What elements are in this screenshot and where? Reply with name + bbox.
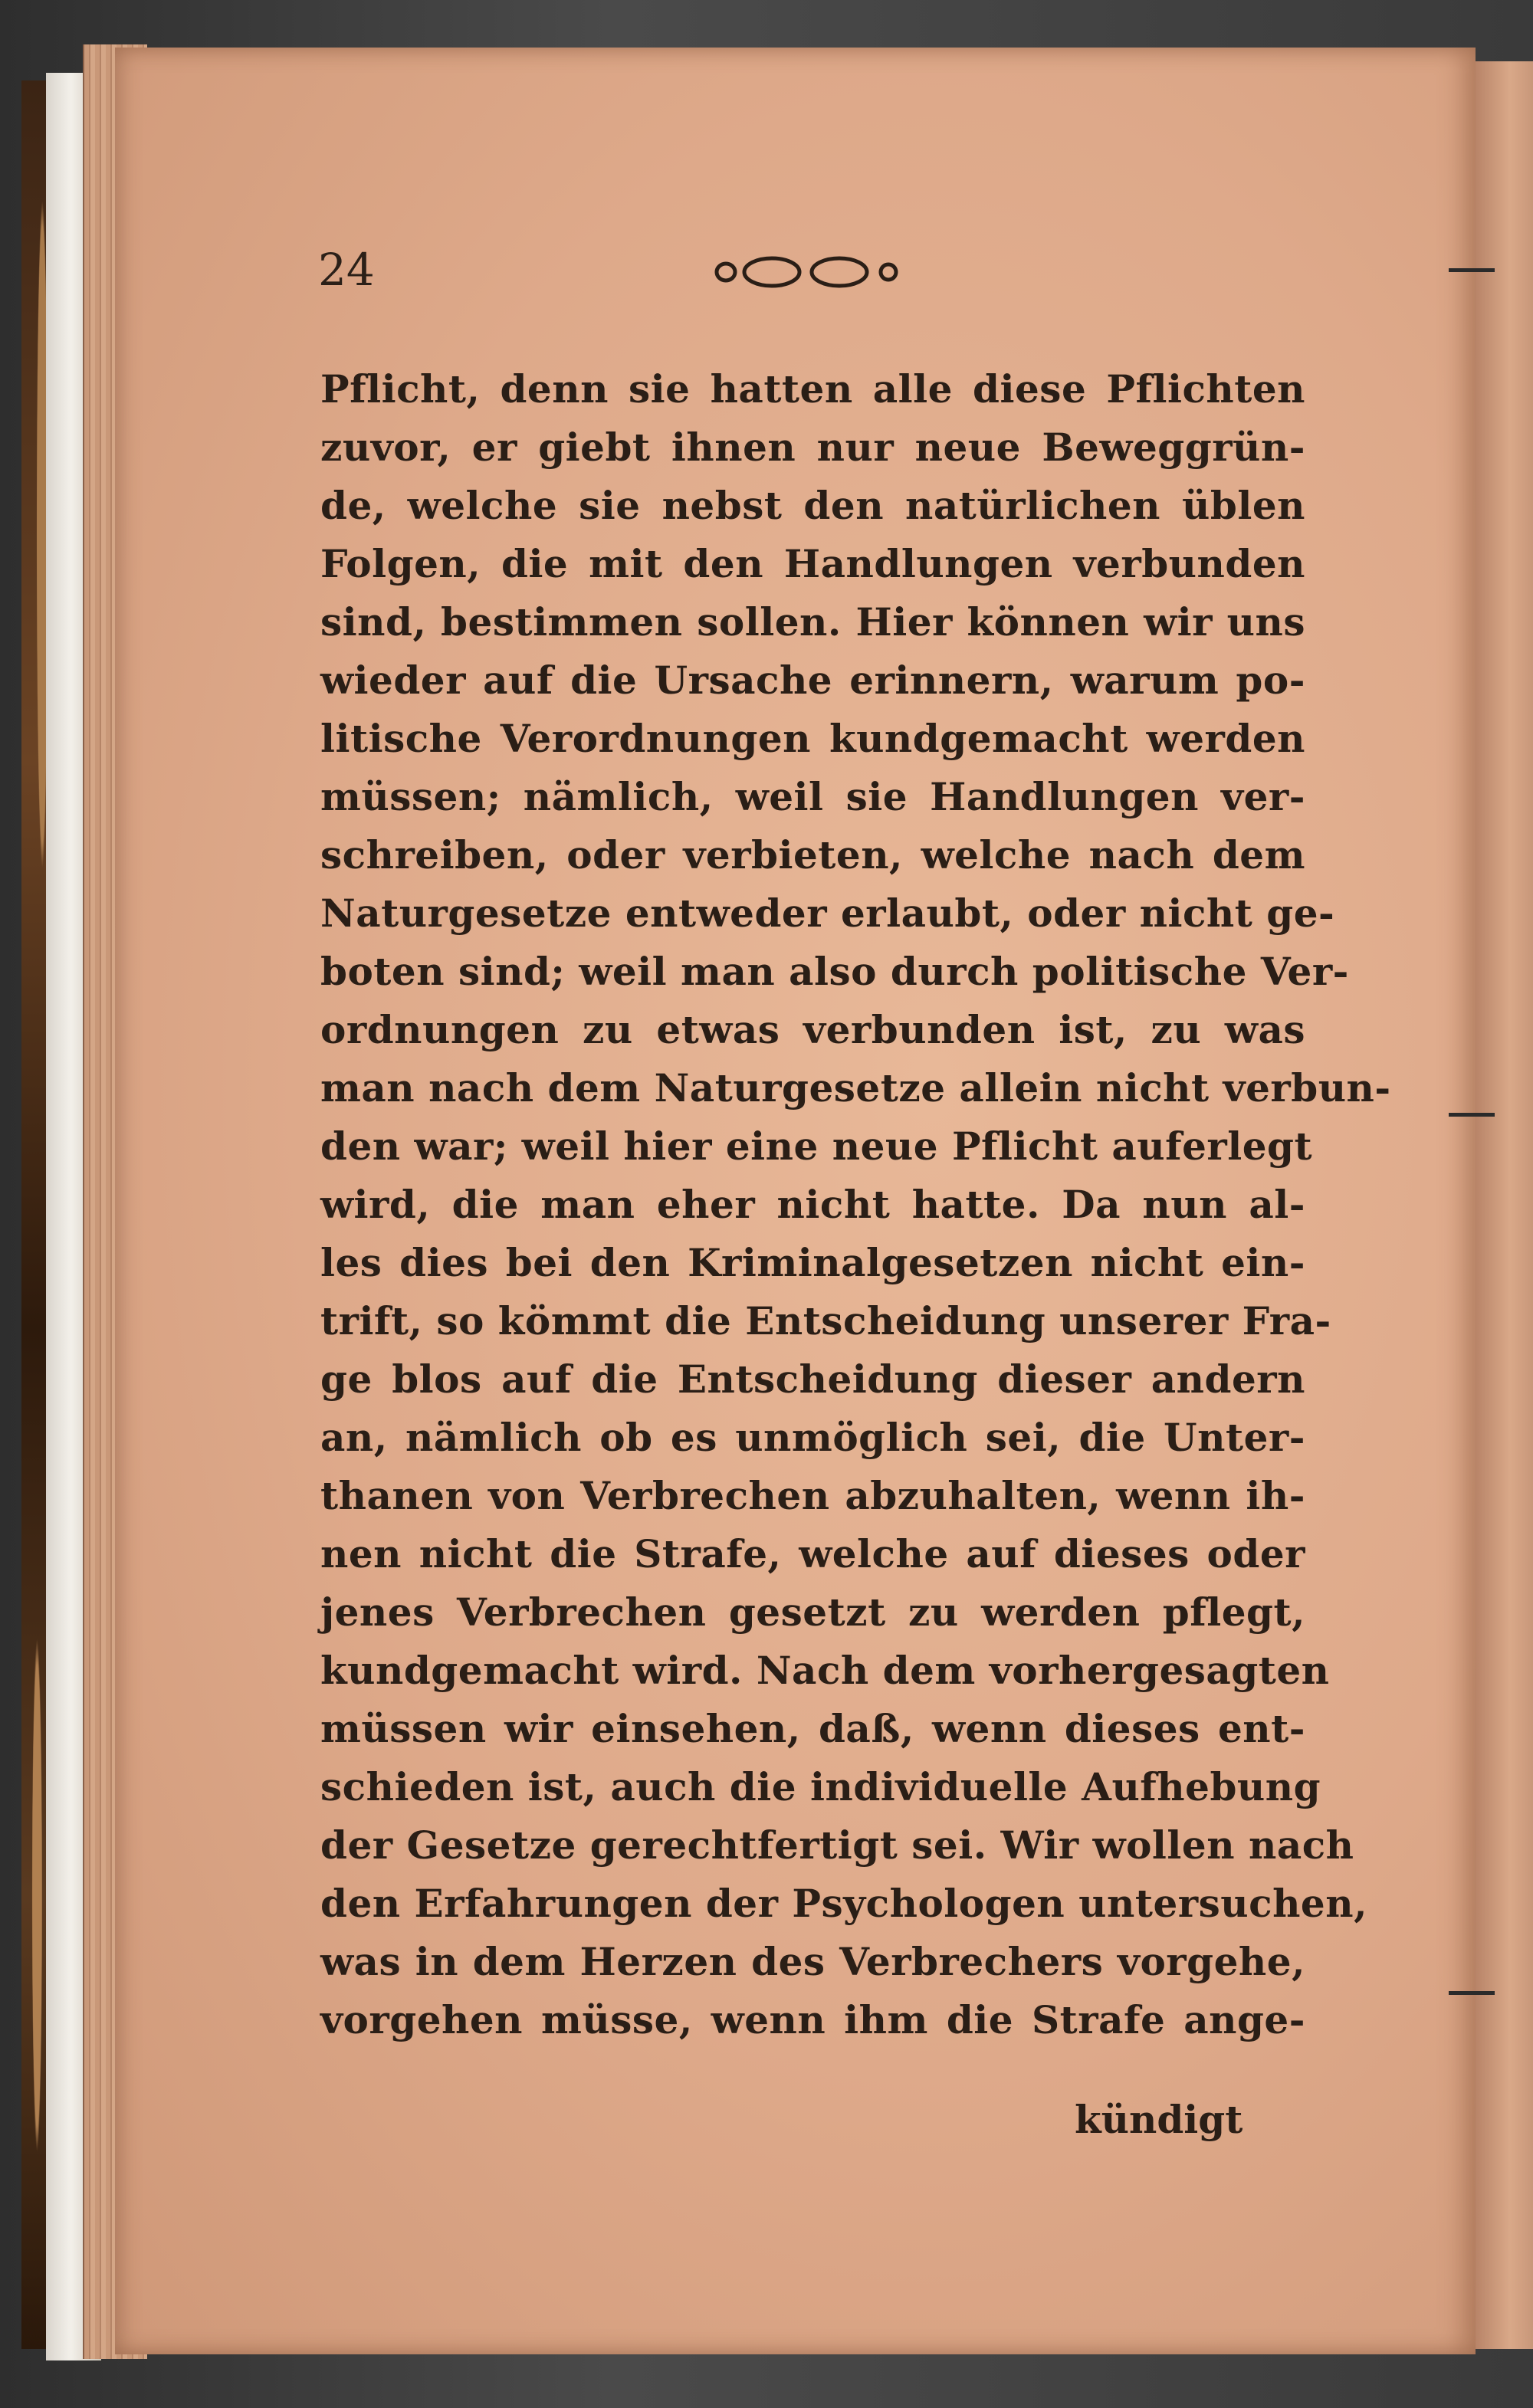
text-line: boten sind; weil man also durch politische Ver- (320, 949, 1349, 994)
text-line: vorgehen müsse, wenn ihm die Strafe ange- (320, 1997, 1305, 2042)
text-line: Folgen, die mit den Handlungen verbunden (320, 541, 1305, 586)
facing-page-edge (1476, 61, 1533, 2349)
page-notch (1449, 268, 1495, 272)
text-line: den war; weil hier eine neue Pflicht auferlegt (320, 1124, 1313, 1169)
text-line: wieder auf die Ursache erinnern, warum po- (320, 658, 1305, 703)
page-notch (1449, 1991, 1495, 1995)
text-line: nen nicht die Strafe, welche auf dieses oder (320, 1531, 1305, 1576)
text-line: an, nämlich ob es unmöglich sei, die Unter- (320, 1415, 1305, 1460)
text-line: ordnungen zu etwas verbunden ist, zu was (320, 1007, 1305, 1052)
text-line: was in dem Herzen des Verbrechers vorgehe, (320, 1939, 1305, 1984)
text-line: ge blos auf die Entscheidung dieser andern (320, 1357, 1305, 1402)
text-line: man nach dem Naturgesetze allein nicht verbun- (320, 1065, 1391, 1111)
text-line: sind, bestimmen sollen. Hier können wir uns (320, 599, 1305, 645)
text-line: schreiben, oder verbieten, welche nach dem (320, 832, 1305, 878)
text-line: müssen; nämlich, weil sie Handlungen ver- (320, 774, 1305, 819)
text-line: zuvor, er giebt ihnen nur neue Beweggrün- (320, 425, 1305, 470)
text-line: schieden ist, auch die individuelle Aufhebung (320, 1764, 1321, 1809)
text-line: müssen wir einsehen, daß, wenn dieses ent- (320, 1706, 1305, 1751)
text-line: den Erfahrungen der Psychologen untersuchen, (320, 1881, 1367, 1926)
text-line: jenes Verbrechen gesetzt zu werden pflegt, (320, 1589, 1305, 1635)
text-line: trift, so kömmt die Entscheidung unserer Fra- (320, 1298, 1331, 1343)
text-line: les dies bei den Kriminalgesetzen nicht ein- (320, 1240, 1305, 1285)
page-notch (1449, 1113, 1495, 1117)
text-line: kundgemacht wird. Nach dem vorhergesagten (320, 1648, 1330, 1693)
text-line: der Gesetze gerechtfertigt sei. Wir wollen nach (320, 1822, 1354, 1868)
text-line: de, welche sie nebst den natürlichen üblen (320, 483, 1305, 528)
text-line: thanen von Verbrechen abzuhalten, wenn ih- (320, 1473, 1305, 1518)
ornament-icon (709, 253, 908, 291)
running-head (318, 244, 1307, 297)
text-line: Pflicht, denn sie hatten alle diese Pflichten (320, 366, 1305, 412)
body-text (320, 360, 1391, 2049)
text-line: wird, die man eher nicht hatte. Da nun al- (320, 1182, 1305, 1227)
catchword: kündigt (1075, 2097, 1243, 2142)
page-number: 24 (318, 244, 375, 296)
text-line: Naturgesetze entweder erlaubt, oder nicht ge- (320, 891, 1335, 936)
text-line: litische Verordnungen kundgemacht werden (320, 716, 1305, 761)
